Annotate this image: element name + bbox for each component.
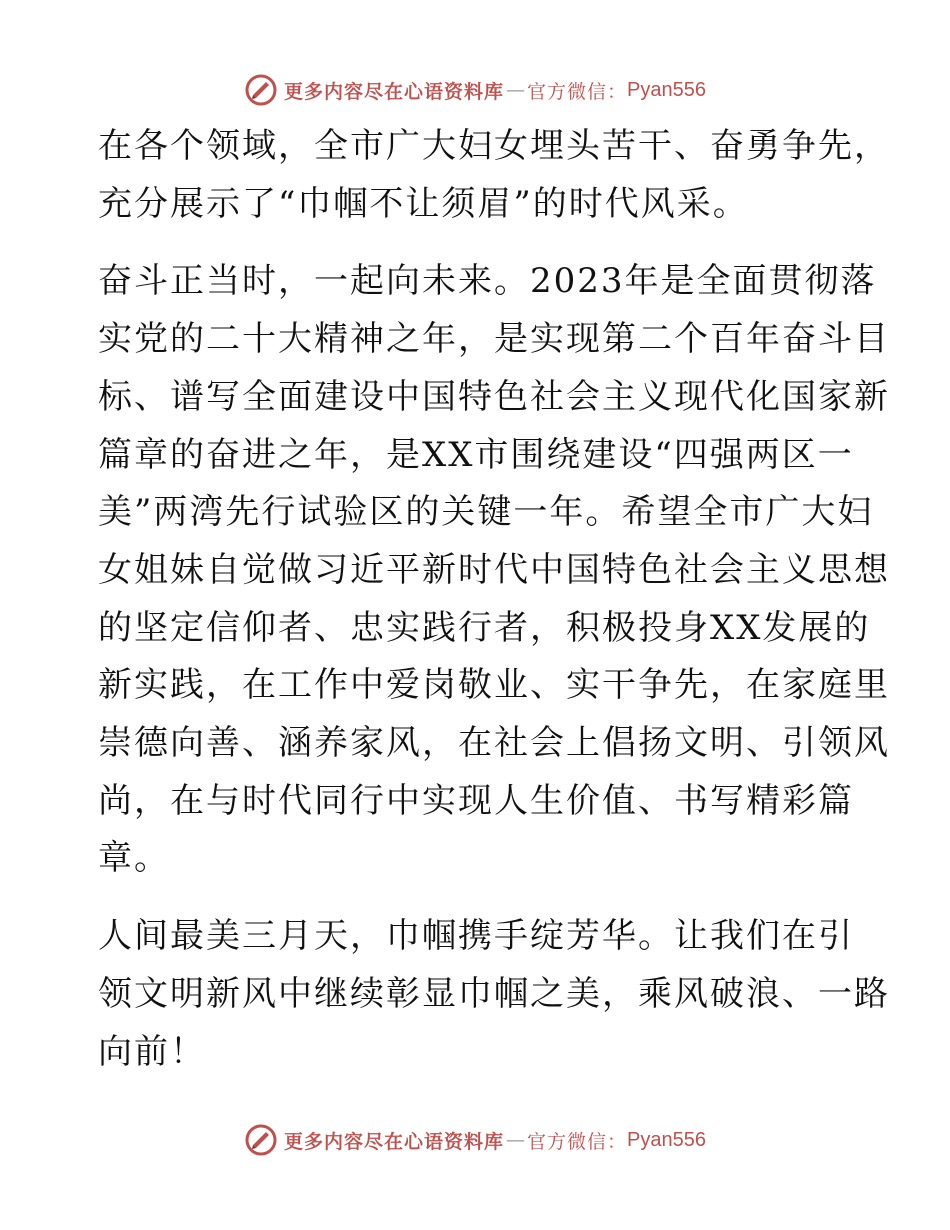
text-line: 实党的二十大精神之年，是实现第二个百年奋斗目 bbox=[98, 319, 890, 360]
logo-icon bbox=[244, 1123, 278, 1157]
banner-wechat-label: 官方微信： bbox=[527, 1130, 628, 1153]
text-line: 篇章的奋进之年，是XX市围绕建设“四强两区一 bbox=[98, 434, 854, 475]
text-line: 奋斗正当时，一起向未来。2023年是全面贯彻落 bbox=[98, 261, 877, 302]
text-line: 美”两湾先行试验区的关键一年。希望全市广大妇 bbox=[98, 492, 874, 533]
text-line: 女姐妹自觉做习近平新时代中国特色社会主义思想 bbox=[98, 549, 890, 590]
paragraph-3 bbox=[98, 908, 890, 1081]
header-banner bbox=[0, 70, 950, 110]
text-line: 尚，在与时代同行中实现人生价值、书写精彩篇 bbox=[98, 780, 854, 821]
banner-dash: — bbox=[506, 1129, 526, 1151]
text-line: 人间最美三月天，巾帼携手绽芳华。让我们在引 bbox=[98, 916, 854, 957]
text-line: 向前！ bbox=[98, 1031, 206, 1072]
banner-wechat-id: Pyan556 bbox=[627, 1128, 706, 1151]
text-line: 标、谱写全面建设中国特色社会主义现代化国家新 bbox=[98, 376, 890, 417]
text-line: 章。 bbox=[98, 838, 170, 879]
banner-dash: — bbox=[506, 79, 526, 101]
text-line: 崇德向善、涵养家风，在社会上倡扬文明、引领风 bbox=[98, 723, 890, 764]
paragraph-2 bbox=[98, 253, 890, 888]
text-line: 的坚定信仰者、忠实践行者，积极投身XX发展的 bbox=[98, 607, 871, 648]
text-line: 新实践，在工作中爱岗敬业、实干争先，在家庭里 bbox=[98, 665, 890, 706]
paragraph-1 bbox=[98, 118, 890, 233]
footer-banner bbox=[0, 1120, 950, 1160]
logo-icon bbox=[244, 73, 278, 107]
text-line: 领文明新风中继续彰显巾帼之美，乘风破浪、一路 bbox=[98, 973, 890, 1014]
text-line: 在各个领域，全市广大妇女埋头苦干、奋勇争先， bbox=[98, 126, 890, 166]
document-body bbox=[98, 118, 890, 1101]
text-line: 充分展示了“巾帼不让须眉”的时代风采。 bbox=[98, 183, 749, 224]
banner-title: 更多内容尽在心语资料库 bbox=[284, 80, 505, 103]
banner-wechat-label: 官方微信： bbox=[527, 80, 628, 103]
banner-title: 更多内容尽在心语资料库 bbox=[284, 1130, 505, 1153]
banner-wechat-id: Pyan556 bbox=[627, 78, 706, 101]
